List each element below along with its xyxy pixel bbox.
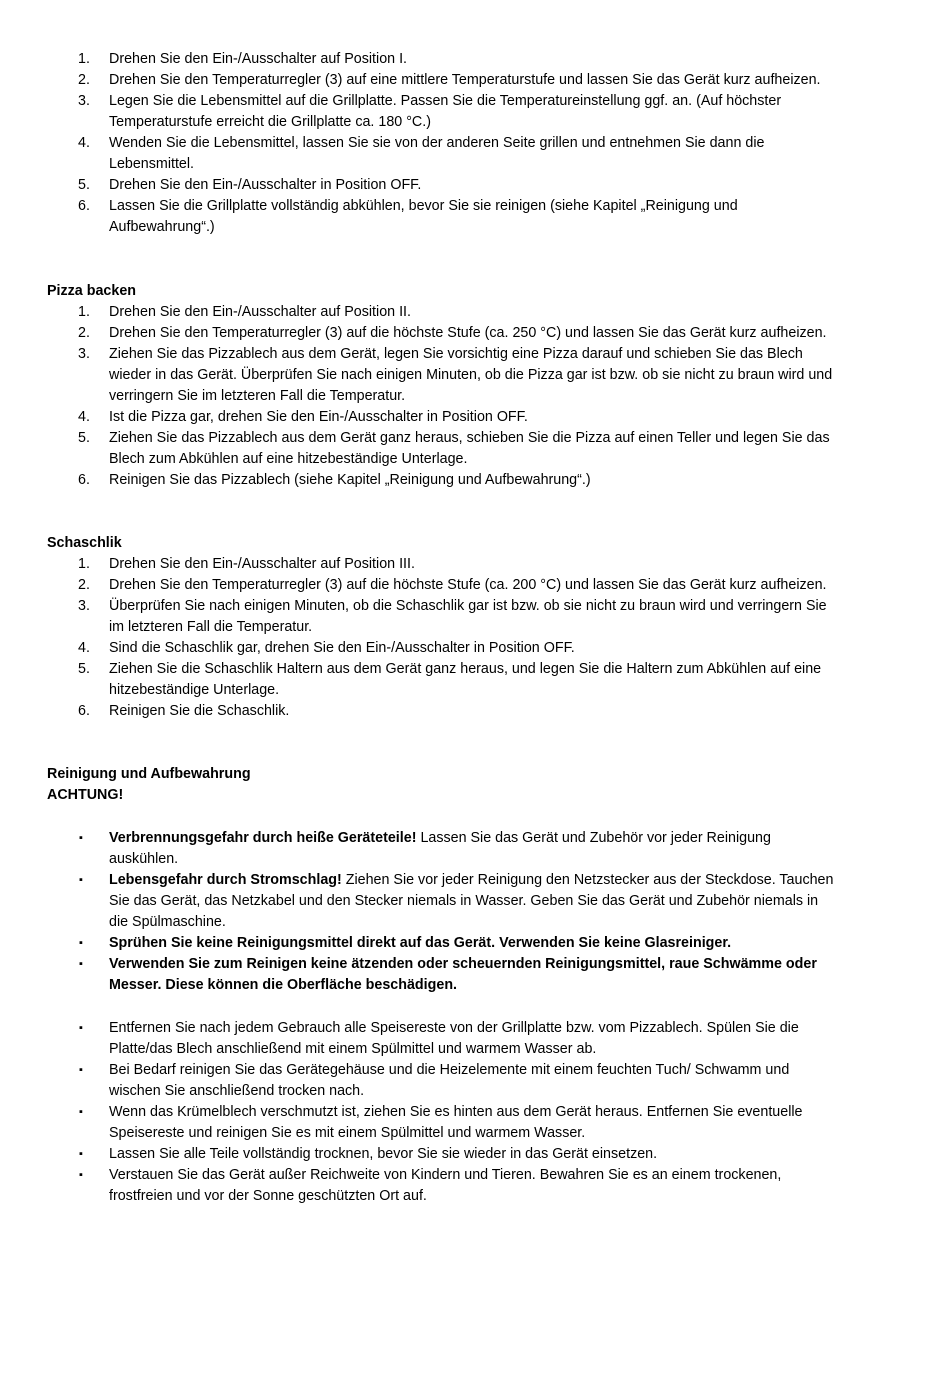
list-item: 1. Drehen Sie den Ein-/Ausschalter auf Position III. [78,556,415,572]
list-item: 4. Wenden Sie die Lebensmittel, lassen Sie sie von der anderen Seite grillen und entnehmen Sie dann die Lebensmittel. [78,135,765,172]
bullet-icon: ▪ [79,1148,83,1160]
list-item: ▪ Verbrennungsgefahr durch heiße Geräteteile! Lassen Sie das Gerät und Zubehör vor jeder Reinigung auskühlen. [79,830,771,867]
list-item: ▪ Bei Bedarf reinigen Sie das Gerätegehäuse und die Heizelemente mit einem feuchten Tuch/ Schwamm und wischen Sie anschließend trocken nach. [79,1062,790,1099]
list-item: ▪ Sprühen Sie keine Reinigungsmittel direkt auf das Gerät. Verwenden Sie keine Glasreiniger. [0,933,860,954]
list-item: 1. Drehen Sie den Ein-/Ausschalter auf Position II. [78,304,411,320]
list-item: ▪ Entfernen Sie nach jedem Gebrauch alle Speisereste von der Grillplatte bzw. vom Pizzablech. Spülen Sie die Platte/das Blech anschließend mit einem Spülmittel und warmem Wasser ab. [79,1020,799,1057]
schaschlik-steps-list [0,554,860,722]
bullet-icon: ▪ [79,1064,83,1076]
list-item: 2. Drehen Sie den Temperaturregler (3) auf die höchste Stufe (ca. 200 °C) und lassen Sie das Gerät kurz aufheizen. [78,577,827,593]
list-item: ▪ Lassen Sie alle Teile vollständig trocknen, bevor Sie sie wieder in das Gerät einsetzen. [0,1144,860,1165]
grill-steps-list [0,49,860,238]
bullet-icon: ▪ [79,958,83,970]
list-item: 4. Sind die Schaschlik gar, drehen Sie den Ein-/Ausschalter in Position OFF. [78,640,575,656]
bullet-icon: ▪ [79,1169,83,1181]
bullet-icon: ▪ [79,1106,83,1118]
list-item: 5. Ziehen Sie die Schaschlik Haltern aus dem Gerät ganz heraus, und legen Sie die Haltern zum Abkühlen auf eine hitzebeständige Unterlage. [78,661,822,698]
list-item: 2. Drehen Sie den Temperaturregler (3) auf die höchste Stufe (ca. 250 °C) und lassen Sie das Gerät kurz aufheizen. [78,325,827,341]
list-item: 6. Reinigen Sie die Schaschlik. [78,703,290,719]
bullet-icon: ▪ [79,832,83,844]
list-item: 4. Ist die Pizza gar, drehen Sie den Ein-/Ausschalter in Position OFF. [78,409,528,425]
list-item: 1. Drehen Sie den Ein-/Ausschalter auf Position I. [78,51,408,67]
section-title-schaschlik: Schaschlik [47,535,122,551]
list-item: 3. Ziehen Sie das Pizzablech aus dem Gerät, legen Sie vorsichtig eine Pizza darauf und schieben Sie das Blech wieder in das Gerät. Überprüfen Sie nach einigen Minuten, ob die Pizza gar ist bzw. ob sie nicht zu braun wird und verringern Sie im letzteren Fall die Temperatur. [78,346,833,404]
list-item: 3. Legen Sie die Lebensmittel auf die Grillplatte. Passen Sie die Temperatureinstellung ggf. an. (Auf höchster Temperaturstufe erreicht die Grillplatte ca. 180 °C.) [78,93,782,130]
list-item: ▪ Verstauen Sie das Gerät außer Reichweite von Kindern und Tieren. Bewahren Sie es an einem trockenen, frostfreien und vor der Sonne geschützten Ort auf. [79,1167,782,1204]
warning-list [0,828,860,996]
list-item: 6. Reinigen Sie das Pizzablech (siehe Kapitel „Reinigung und Aufbewahrung“.) [78,472,591,488]
list-item: 2. Drehen Sie den Temperaturregler (3) auf eine mittlere Temperaturstufe und lassen Sie das Gerät kurz aufheizen. [78,72,821,88]
section-title-pizza: Pizza backen [47,283,136,299]
list-item: ▪ Wenn das Krümelblech verschmutzt ist, ziehen Sie es hinten aus dem Gerät heraus. Entfernen Sie eventuelle Speisereste und reinigen Sie es mit einem Spülmittel und warmem Wasser. [79,1104,803,1141]
list-item: 6. Lassen Sie die Grillplatte vollständig abkühlen, bevor Sie sie reinigen (siehe Kapitel „Reinigung und Aufbewahrung“.) [78,198,738,235]
list-item: ▪ Lebensgefahr durch Stromschlag! Ziehen Sie vor jeder Reinigung den Netzstecker aus der Steckdose. Tauchen Sie das Gerät, das Netzkabel und den Stecker niemals in Wasser. Geben Sie das Gerät und Zubehör niemals in die Spülmaschine. [79,872,834,930]
list-item: 3. Überprüfen Sie nach einigen Minuten, ob die Schaschlik gar ist bzw. ob sie nicht zu braun wird und verringern Sie im letzteren Fall die Temperatur. [78,598,827,635]
list-item: 5. Drehen Sie den Ein-/Ausschalter in Position OFF. [78,177,422,193]
bullet-icon: ▪ [79,1022,83,1034]
list-item: ▪ Verwenden Sie zum Reinigen keine ätzenden oder scheuernden Reinigungsmittel, raue Schwämme oder Messer. Diese können die Oberfläche beschädigen. [79,956,817,993]
section-title-cleaning: Reinigung und Aufbewahrung [47,766,251,782]
list-item: 5. Ziehen Sie das Pizzablech aus dem Gerät ganz heraus, schieben Sie die Pizza auf einen Teller und legen Sie das Blech zum Abkühlen auf eine hitzebeständige Unterlage. [78,430,830,467]
bullet-icon: ▪ [79,937,83,949]
pizza-steps-list [0,302,860,491]
bullet-icon: ▪ [79,874,83,886]
instruction-list [0,1018,860,1207]
warning-heading: ACHTUNG! [47,787,124,803]
